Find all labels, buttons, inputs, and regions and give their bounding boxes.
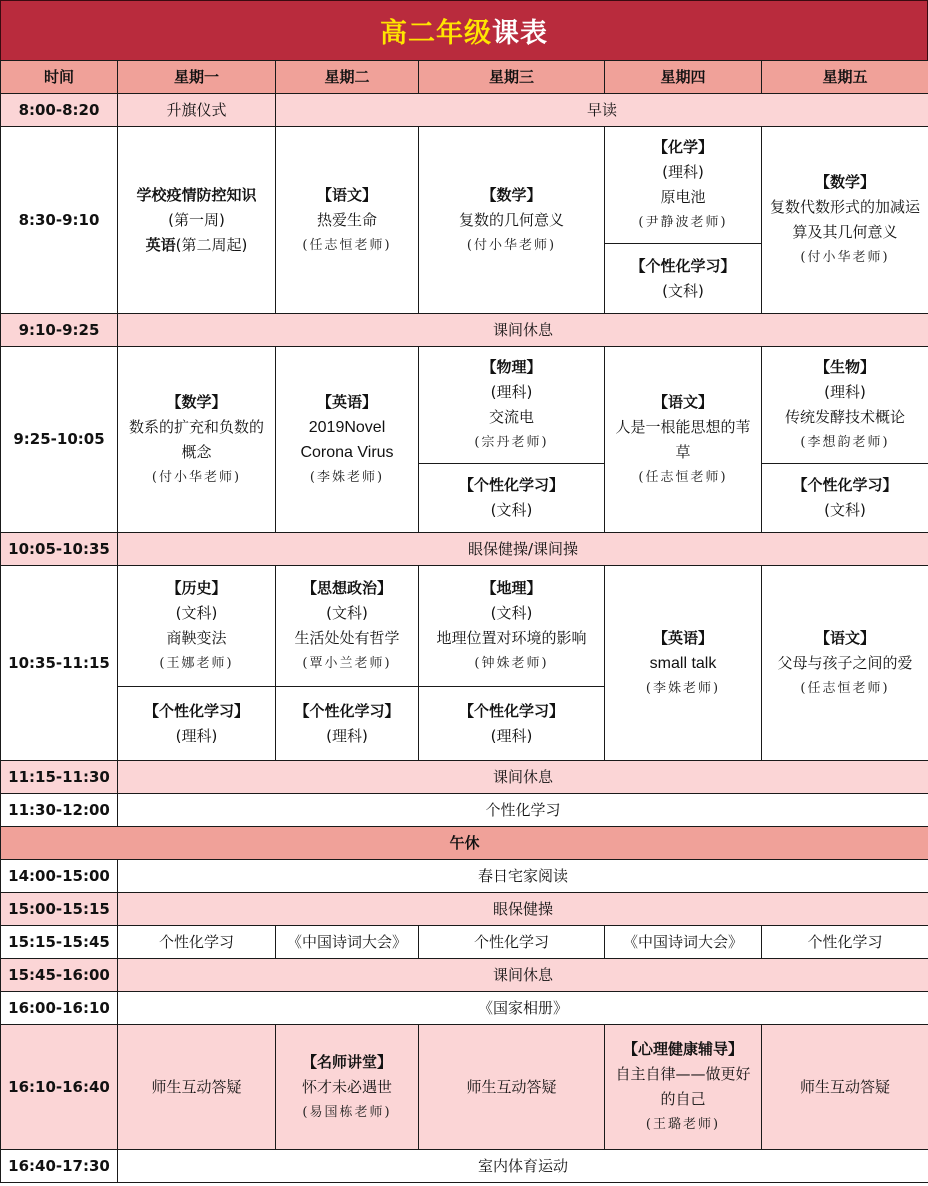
subject-label: 【个性化学习】 [458,476,564,494]
table-row [1,533,928,566]
page-title [0,0,928,61]
table-row [1,566,928,687]
class-cell: 师生互动答疑 [419,1025,605,1150]
subject-label: 【历史】 [166,579,227,597]
topic-label: 2019Novel [308,418,386,436]
time-cell: 8:00-8:20 [1,94,118,127]
header-thursday: 星期四 [605,61,762,94]
time-cell: 16:00-16:10 [1,992,118,1025]
teacher-label: (李姝老师) [309,469,385,485]
table-row [1,926,928,959]
time-cell: 11:15-11:30 [1,761,118,794]
track-label: (文科) [326,604,368,622]
class-cell: 个性化学习 [762,926,928,959]
teacher-label: (尹静波老师) [638,215,728,230]
teacher-label: (付小华老师) [151,469,242,485]
subject-label: 【心理健康辅导】 [622,1040,743,1058]
topic-label: 商鞅变法 [166,629,227,647]
class-cell [276,127,419,314]
subject-label: 英语 [145,235,176,254]
title-grade: 高二年级 [380,18,492,49]
class-cell [118,687,276,761]
topic-label: 人是一根能思想的苇草 [615,417,751,461]
subject-label: 【个性化学习】 [294,701,400,720]
teacher-label: (钟姝老师) [474,656,549,671]
topic-label: small talk [649,654,717,672]
title-schedule: 课表 [492,18,548,49]
subject-label: 【数学】 [166,392,227,411]
topic-label: 复数的几何意义 [458,210,564,229]
teacher-label: (覃小兰老师) [302,656,392,671]
table-row [1,1025,928,1150]
track-label: (文科) [175,604,218,622]
teacher-label: (易国栋老师) [302,1104,392,1120]
time-cell: 10:35-11:15 [1,566,118,761]
subject-label: 【数学】 [481,185,542,204]
note-label: (第二周起) [175,235,248,254]
time-cell: 15:45-16:00 [1,959,118,992]
teacher-label: (任志恒老师) [302,237,392,253]
cell-flag-ceremony: 升旗仪式 [118,94,276,127]
table-row [1,347,928,464]
subject-label: 【个性化学习】 [630,256,736,275]
teacher-label: (宗丹老师) [474,435,549,450]
topic-label: 父母与孩子之间的爱 [777,653,913,672]
time-cell: 15:15-15:45 [1,926,118,959]
teacher-label: (任志恒老师) [638,469,728,485]
class-cell [118,127,276,314]
subject-label: 学校疫情防控知识 [136,185,257,204]
time-cell: 15:00-15:15 [1,893,118,926]
track-label: (理科) [175,726,218,745]
time-cell: 14:00-15:00 [1,860,118,893]
subject-label: 【思想政治】 [301,579,392,597]
cell-national-album: 《国家相册》 [118,992,928,1025]
class-cell [118,347,276,533]
note-label: (第一周) [168,210,225,229]
subject-label: 【名师讲堂】 [301,1052,392,1071]
track-label: (文科) [662,281,704,300]
topic-label: Corona Virus [300,443,394,461]
class-cell [419,566,605,687]
teacher-label: (李想韵老师) [800,435,890,450]
cell-personalized-study: 个性化学习 [118,794,928,827]
teacher-label: (任志恒老师) [800,680,890,696]
table-row [1,761,928,794]
topic-label: 生活处处有哲学 [294,629,400,647]
cell-morning-reading: 早读 [276,94,928,127]
class-cell [762,347,928,464]
class-cell [118,566,276,687]
teacher-label: (王娜老师) [159,656,234,671]
topic-label: 数系的扩充和负数的概念 [128,417,264,461]
class-cell [762,566,928,761]
track-label: (理科) [490,726,533,745]
cell-break: 课间休息 [118,959,928,992]
subject-label: 【英语】 [652,628,713,647]
subject-label: 【化学】 [652,138,713,156]
class-cell [276,687,419,761]
subject-label: 【个性化学习】 [143,701,249,720]
teacher-label: (李姝老师) [645,680,721,696]
table-row [1,860,928,893]
subject-label: 【语文】 [652,392,713,411]
table-row [1,1150,928,1183]
cell-indoor-sports: 室内体育运动 [118,1150,928,1183]
subject-label: 【个性化学习】 [792,476,898,494]
subject-label: 【个性化学习】 [458,701,564,720]
table-row [1,959,928,992]
track-label: (文科) [490,604,533,622]
header-time: 时间 [1,61,118,94]
class-cell: 《中国诗词大会》 [276,926,419,959]
time-cell: 8:30-9:10 [1,127,118,314]
subject-label: 【地理】 [481,579,542,597]
time-cell: 10:05-10:35 [1,533,118,566]
table-row [1,893,928,926]
cell-reading: 春日宅家阅读 [118,860,928,893]
schedule-table [0,60,928,1183]
class-cell: 师生互动答疑 [762,1025,928,1150]
subject-label: 【数学】 [814,173,875,191]
class-cell: 个性化学习 [118,926,276,959]
cell-break: 课间休息 [118,761,928,794]
subject-label: 【语文】 [814,628,875,647]
topic-label: 地理位置对环境的影响 [436,629,587,647]
track-label: (理科) [824,383,866,401]
class-cell [276,566,419,687]
track-label: (理科) [490,383,533,401]
track-label: (理科) [662,163,704,181]
cell-eye-exercise: 眼保健操 [118,893,928,926]
class-cell [762,464,928,533]
class-cell [276,347,419,533]
subject-label: 【物理】 [481,358,542,376]
header-friday: 星期五 [762,61,928,94]
class-cell [419,347,605,464]
teacher-label: (付小华老师) [466,237,557,253]
subject-label: 【语文】 [316,185,377,204]
header-row [1,61,928,94]
cell-eye-exercise: 眼保健操/课间操 [118,533,928,566]
track-label: (文科) [824,501,866,519]
class-cell: 个性化学习 [419,926,605,959]
class-cell [276,1025,419,1150]
class-cell [419,464,605,533]
class-cell [419,127,605,314]
header-wednesday: 星期三 [419,61,605,94]
class-cell: 师生互动答疑 [118,1025,276,1150]
time-cell: 9:25-10:05 [1,347,118,533]
teacher-label: (付小华老师) [800,250,890,265]
topic-label: 传统发酵技术概论 [784,408,905,426]
topic-label: 怀才未必遇世 [301,1077,392,1096]
table-row [1,94,928,127]
time-cell: 16:40-17:30 [1,1150,118,1183]
cell-lunch-break: 午休 [1,827,928,860]
table-row [1,314,928,347]
class-cell [605,1025,762,1150]
class-cell [605,244,762,314]
class-cell [605,347,762,533]
subject-label: 【英语】 [316,392,377,411]
header-tuesday: 星期二 [276,61,419,94]
topic-label: 复数代数形式的加减运算及其几何意义 [769,198,920,241]
class-cell: 《中国诗词大会》 [605,926,762,959]
table-row [1,794,928,827]
topic-label: 热爱生命 [316,210,377,229]
table-row [1,992,928,1025]
class-cell [419,687,605,761]
table-row [1,127,928,244]
class-cell [605,566,762,761]
subject-label: 【生物】 [814,358,875,376]
teacher-label: (王璐老师) [645,1117,721,1132]
topic-label: 原电池 [660,188,706,206]
topic-label: 交流电 [488,408,534,426]
track-label: (文科) [490,501,533,519]
time-cell: 11:30-12:00 [1,794,118,827]
topic-label: 自主自律——做更好的自己 [615,1065,751,1108]
track-label: (理科) [326,726,368,745]
class-cell [605,127,762,244]
header-monday: 星期一 [118,61,276,94]
time-cell: 9:10-9:25 [1,314,118,347]
cell-break: 课间休息 [118,314,928,347]
table-row [1,827,928,860]
class-cell [762,127,928,314]
time-cell: 16:10-16:40 [1,1025,118,1150]
